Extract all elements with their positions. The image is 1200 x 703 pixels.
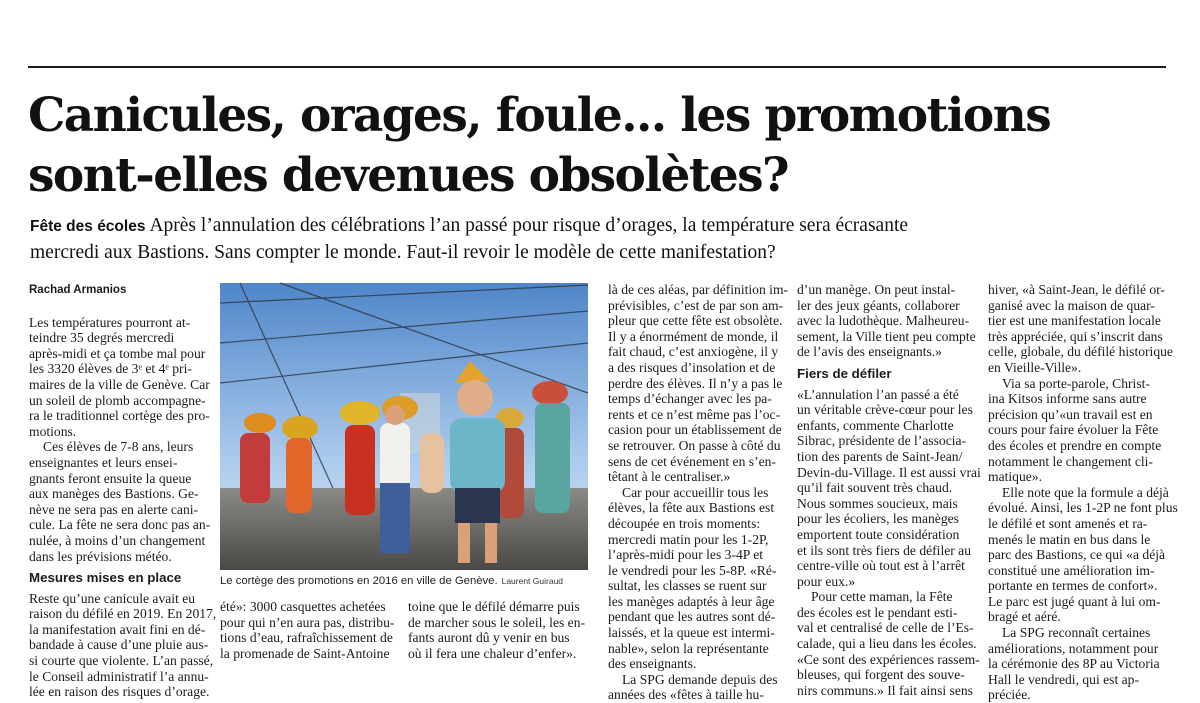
text-line: améliorations, notamment pour — [988, 640, 1159, 656]
text-line: Les températures pourront at- — [29, 314, 191, 330]
text-line: Ces élèves de 7-8 ans, leurs — [43, 439, 194, 455]
text-line: se retrouver. On passe à côté du — [608, 437, 781, 453]
text-line: sens de cet événement en s’en- — [608, 453, 776, 469]
paragraph — [797, 282, 977, 360]
paragraph — [29, 315, 209, 440]
paragraph — [797, 589, 980, 698]
lede-line-2: mercredi aux Bastions. Sans compter le monde. Faut-il revoir le modèle de cette manifestation? — [30, 242, 776, 263]
text-line: nève ne sera pas en alerte cani- — [29, 501, 199, 517]
text-line: La SPG demande depuis des — [622, 671, 778, 687]
text-line: pour les écoliers, les manèges — [797, 511, 959, 527]
column-4 — [797, 282, 981, 698]
text-line: pendant que les autres sont dé- — [608, 609, 776, 625]
text-line: Il y a énormément de monde, il — [608, 328, 779, 344]
column-5 — [988, 282, 1178, 703]
text-line: ina Kitsos informe sans autre — [988, 391, 1147, 407]
column-3 — [608, 282, 789, 703]
under-photo-col-b — [408, 599, 585, 661]
text-line: Devin-du-Village. Il est aussi vrai — [797, 464, 981, 480]
text-line: gnants feront ensuite la queue — [29, 470, 192, 486]
text-line: a des risques d’insolation et de — [608, 359, 776, 375]
text-line: raison du défilé en 2019. En 2017, — [29, 606, 217, 622]
text-line: Via sa porte-parole, Christ- — [1002, 375, 1150, 391]
text-line: menés le matin en bus dans le — [988, 531, 1151, 547]
text-line: le vendredi pour les 5-8P. «Ré- — [608, 562, 777, 578]
text-line: très appréciée, qui s’inscrit dans — [988, 328, 1163, 344]
text-line: bleuses, qui forgent des souve- — [797, 667, 965, 683]
text-line: emportent toute considération — [797, 526, 960, 542]
text-line: découpée en trois moments: — [608, 515, 761, 531]
article-photo — [220, 283, 588, 570]
text-line: et ils sont très fiers de défiler au — [797, 542, 972, 558]
paragraph — [29, 439, 209, 564]
text-line: les 3320 élèves de 3ᵉ et 4ᵉ pri- — [29, 361, 192, 377]
text-line: précision qu’«un travail est en — [988, 406, 1153, 422]
paragraph — [608, 672, 786, 703]
text-line: toine que le défilé démarre puis — [408, 599, 580, 614]
text-line: matique». — [988, 469, 1042, 485]
lede-line-1 — [30, 213, 1170, 240]
text-line: centre-ville où tout est à l’arrêt — [797, 558, 965, 574]
text-line: des écoles est le pendant esti- — [797, 604, 958, 620]
photo-parade-illustration — [220, 283, 588, 570]
text-line: tier est une manifestation locale — [988, 313, 1161, 329]
text-line: sultat, les classes se ruent sur — [608, 578, 767, 594]
headline — [28, 86, 1168, 206]
text-line: un véritable crève-cœur pour les — [797, 402, 973, 418]
text-line: Sibrac, présidente de l’associa- — [797, 433, 967, 449]
text-line: la cérémonie des 8P au Victoria — [988, 656, 1160, 672]
headline-line-1: Canicules, orages, foule... les promotions — [28, 88, 1051, 143]
text-line: ra le traditionnel cortège des pro- — [29, 408, 210, 424]
text-line: pour eux.» — [797, 573, 856, 589]
text-line: cule. La fête ne sera donc pas an- — [29, 517, 211, 533]
paragraph — [988, 625, 1168, 703]
text-line: été»: 3000 casquettes achetées — [220, 599, 386, 614]
text-line: nulée, à moins d’un changement — [29, 532, 206, 548]
text-line: préciée. — [988, 687, 1031, 703]
text-line: hiver, «à Saint-Jean, le défilé or- — [988, 282, 1165, 297]
text-line: pour qui n’en aura pas, distribu- — [220, 614, 395, 630]
text-line: calade, qui a lieu dans les écoles. — [797, 636, 977, 652]
text-line: rents et ce n’est même pas l’oc- — [608, 406, 781, 422]
under-photo-text — [220, 599, 592, 680]
text-line: Le parc est jugé quant à lui om- — [988, 593, 1161, 609]
text-line: portante en termes de confort». — [988, 578, 1158, 594]
text-line: d’un manège. On peut instal- — [797, 282, 956, 297]
text-line: enfants, commente Charlotte — [797, 417, 954, 433]
text-line: val et centralisé de celle de l’Es- — [797, 620, 974, 636]
subheading-fiers: Fiers de défiler — [797, 365, 892, 381]
text-line: élèves, la fête aux Bastions est — [608, 500, 775, 516]
text-line: nirs communs.» Il fait ainsi sens — [797, 682, 973, 698]
text-line: un soleil de plomb accompagne- — [29, 392, 206, 408]
photo-caption — [220, 574, 590, 588]
text-line: notamment le changement cli- — [988, 453, 1153, 469]
paragraph — [29, 590, 217, 700]
top-rule — [28, 66, 1166, 68]
text-line: en Vieille-Ville». — [988, 359, 1082, 375]
text-line: têtant à le centraliser.» — [608, 469, 731, 485]
column-1 — [29, 282, 217, 700]
text-line: avec la ludothèque. Malheureu- — [797, 313, 970, 329]
kicker: Fête des écoles — [30, 218, 146, 235]
text-line: de marcher sous le soleil, les en- — [408, 614, 586, 630]
text-line: temps d’échanger avec les pa- — [608, 391, 772, 407]
text-line: la promenade de Saint-Antoine — [220, 645, 390, 661]
text-line: tions d’eau, rafraîchissement de — [220, 630, 393, 646]
author-byline: Rachad Armanios — [29, 284, 127, 296]
text-line: Pour cette maman, la Fête — [811, 589, 953, 605]
text-line: fait chaud, c’est anxiogène, il y — [608, 344, 779, 360]
text-line: ler des jeux géants, collaborer — [797, 297, 960, 313]
text-line: laissés, et la queue est intermi- — [608, 625, 775, 641]
text-line: où il fera une chaleur d’enfer». — [408, 645, 577, 661]
text-line: évolué. Ainsi, les 1-2P ne font plus — [988, 500, 1178, 516]
text-line: lée en raison des risques d’orage. — [29, 684, 210, 700]
text-line: après-midi et ça tombe mal pour — [29, 345, 206, 361]
text-line: pleur que cette fête est obsolète. — [608, 313, 783, 329]
text-line: constitué une amélioration im- — [988, 562, 1155, 578]
under-photo-col-a — [220, 599, 394, 661]
text-line: années des «fêtes à taille hu- — [608, 687, 764, 703]
text-line: perdre des élèves. Il n’y a pas le — [608, 375, 783, 391]
text-line: Elle note que la formule a déjà — [1002, 484, 1169, 500]
text-line: nable», selon la représentante — [608, 640, 769, 656]
paragraph — [988, 484, 1178, 625]
text-line: des enseignants. — [608, 656, 697, 672]
paragraph — [608, 282, 789, 485]
text-line: Car pour accueillir tous les — [622, 484, 769, 500]
text-line: les manèges adaptés à leur âge — [608, 593, 775, 609]
text-line: prévisibles, c’est de par son am- — [608, 297, 784, 313]
text-line: cours pour faire évoluer la Fête — [988, 422, 1159, 438]
text-line: tion des parents de Saint-Jean/ — [797, 448, 963, 464]
photo-credit: Laurent Guiraud — [501, 576, 564, 586]
text-line: si courte que violente. L’an passé, — [29, 653, 214, 669]
text-line: Nous sommes soucieux, mais — [797, 495, 958, 511]
text-line: parc des Bastions, ce qui «a déjà — [988, 547, 1166, 563]
text-line: des écoles et prendre en compte — [988, 437, 1162, 453]
text-line: Reste qu’une canicule avait eu — [29, 590, 196, 606]
text-line: teindre 35 degrés mercredi — [29, 330, 175, 346]
text-line: casion pour un établissement de — [608, 422, 782, 438]
paragraph — [608, 485, 786, 672]
text-line: qu’il fait souvent très chaud. — [797, 480, 953, 496]
subheading-mesures: Mesures mises en place — [29, 570, 182, 586]
text-line: «Ce sont des expériences rassem- — [797, 651, 980, 667]
text-line: ganisé avec la maison de quar- — [988, 297, 1155, 313]
text-line: aux manèges des Bastions. Ge- — [29, 486, 199, 502]
text-line: mercredi matin pour les 1-2P, — [608, 531, 769, 547]
paragraph — [988, 376, 1168, 485]
text-line: maires de la ville de Genève. Car — [29, 376, 210, 392]
text-line: La SPG reconnaît certaines — [1002, 625, 1151, 641]
text-line: fants auront dû y venir en bus — [408, 630, 570, 646]
text-line: sement, la Ville tient peu compte — [797, 328, 976, 344]
text-line: de l’avis des enseignants.» — [797, 344, 942, 360]
headline-line-2: sont-elles devenues obsolètes? — [28, 148, 788, 203]
text-line: motions. — [29, 423, 77, 439]
lede — [30, 213, 1170, 266]
text-line: la manifestation avait fini en dé- — [29, 621, 206, 637]
text-line: bragé et aéré. — [988, 609, 1061, 625]
caption-text: Le cortège des promotions en 2016 en ville de Genève. — [220, 575, 498, 587]
paragraph — [797, 386, 981, 590]
paragraph — [988, 282, 1173, 376]
text-line: Hall le vendredi, qui est ap- — [988, 671, 1139, 687]
lede-text-1: Après l’annulation des célébrations l’an passé pour risque d’orages, la température sera écrasante — [149, 215, 909, 236]
text-line: enseignantes et leurs ensei- — [29, 454, 178, 470]
text-line: bandade à cause d’une pluie aus- — [29, 637, 209, 653]
text-line: «L’annulation l’an passé a été — [797, 386, 959, 402]
text-line: là de ces aléas, par définition im- — [608, 282, 789, 297]
text-line: celle, globale, du défilé historique — [988, 344, 1173, 360]
text-line: dans les prévisions météo. — [29, 548, 172, 564]
text-line: le défilé et sont amenés et ra- — [988, 515, 1148, 531]
text-line: l’après-midi pour les 3-4P et — [608, 547, 764, 563]
text-line: le Conseil administratif l’a annu- — [29, 668, 209, 684]
